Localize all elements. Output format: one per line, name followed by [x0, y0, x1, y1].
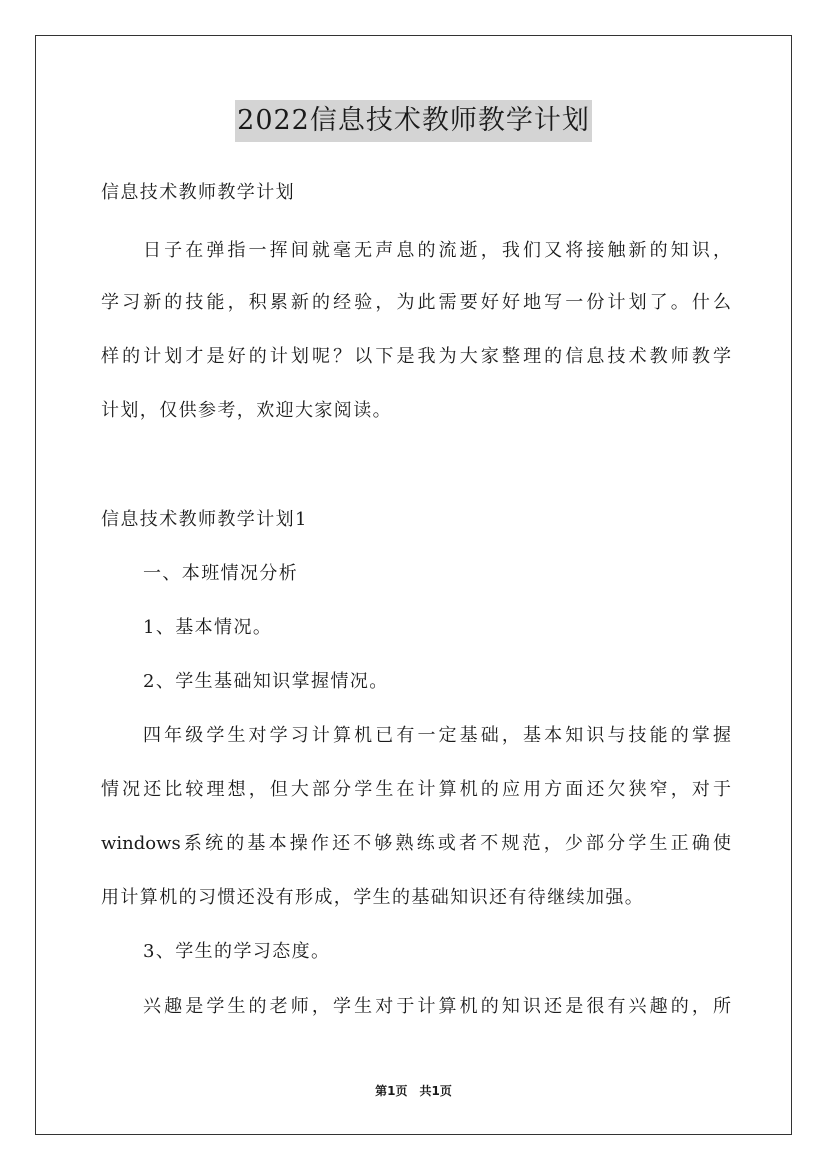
document-title: 2022信息技术教师教学计划	[235, 100, 592, 142]
document-subtitle: 信息技术教师教学计划	[101, 182, 295, 203]
item-3: 3、学生的学习态度。	[143, 941, 331, 962]
item-2: 2、学生基础知识掌握情况。	[143, 671, 389, 692]
intro-line-2: 学习新的技能，积累新的经验，为此需要好好地写一份计划了。什么	[101, 292, 731, 313]
item-1: 1、基本情况。	[143, 617, 273, 638]
title-container	[0, 100, 827, 142]
para-2-line-1: 四年级学生对学习计算机已有一定基础，基本知识与技能的掌握	[143, 725, 731, 746]
para-2-line-2: 情况还比较理想，但大部分学生在计算机的应用方面还欠狭窄，对于	[101, 779, 731, 800]
section-title: 信息技术教师教学计划1	[101, 509, 308, 530]
page-footer	[0, 1082, 827, 1100]
para-2-line-3: windows系统的基本操作还不够熟练或者不规范，少部分学生正确使	[101, 833, 731, 854]
intro-line-4: 计划，仅供参考，欢迎大家阅读。	[101, 400, 392, 421]
intro-line-1: 日子在弹指一挥间就毫无声息的流逝，我们又将接触新的知识，	[143, 240, 731, 261]
para-2-line-4: 用计算机的习惯还没有形成，学生的基础知识还有待继续加强。	[101, 887, 645, 908]
heading-1: 一、本班情况分析	[143, 563, 299, 584]
para-3-line-1: 兴趣是学生的老师，学生对于计算机的知识还是很有兴趣的，所	[143, 996, 731, 1017]
page-number-label: 第1页 共1页	[375, 1084, 452, 1098]
intro-line-3: 样的计划才是好的计划呢？以下是我为大家整理的信息技术教师教学	[101, 346, 731, 367]
